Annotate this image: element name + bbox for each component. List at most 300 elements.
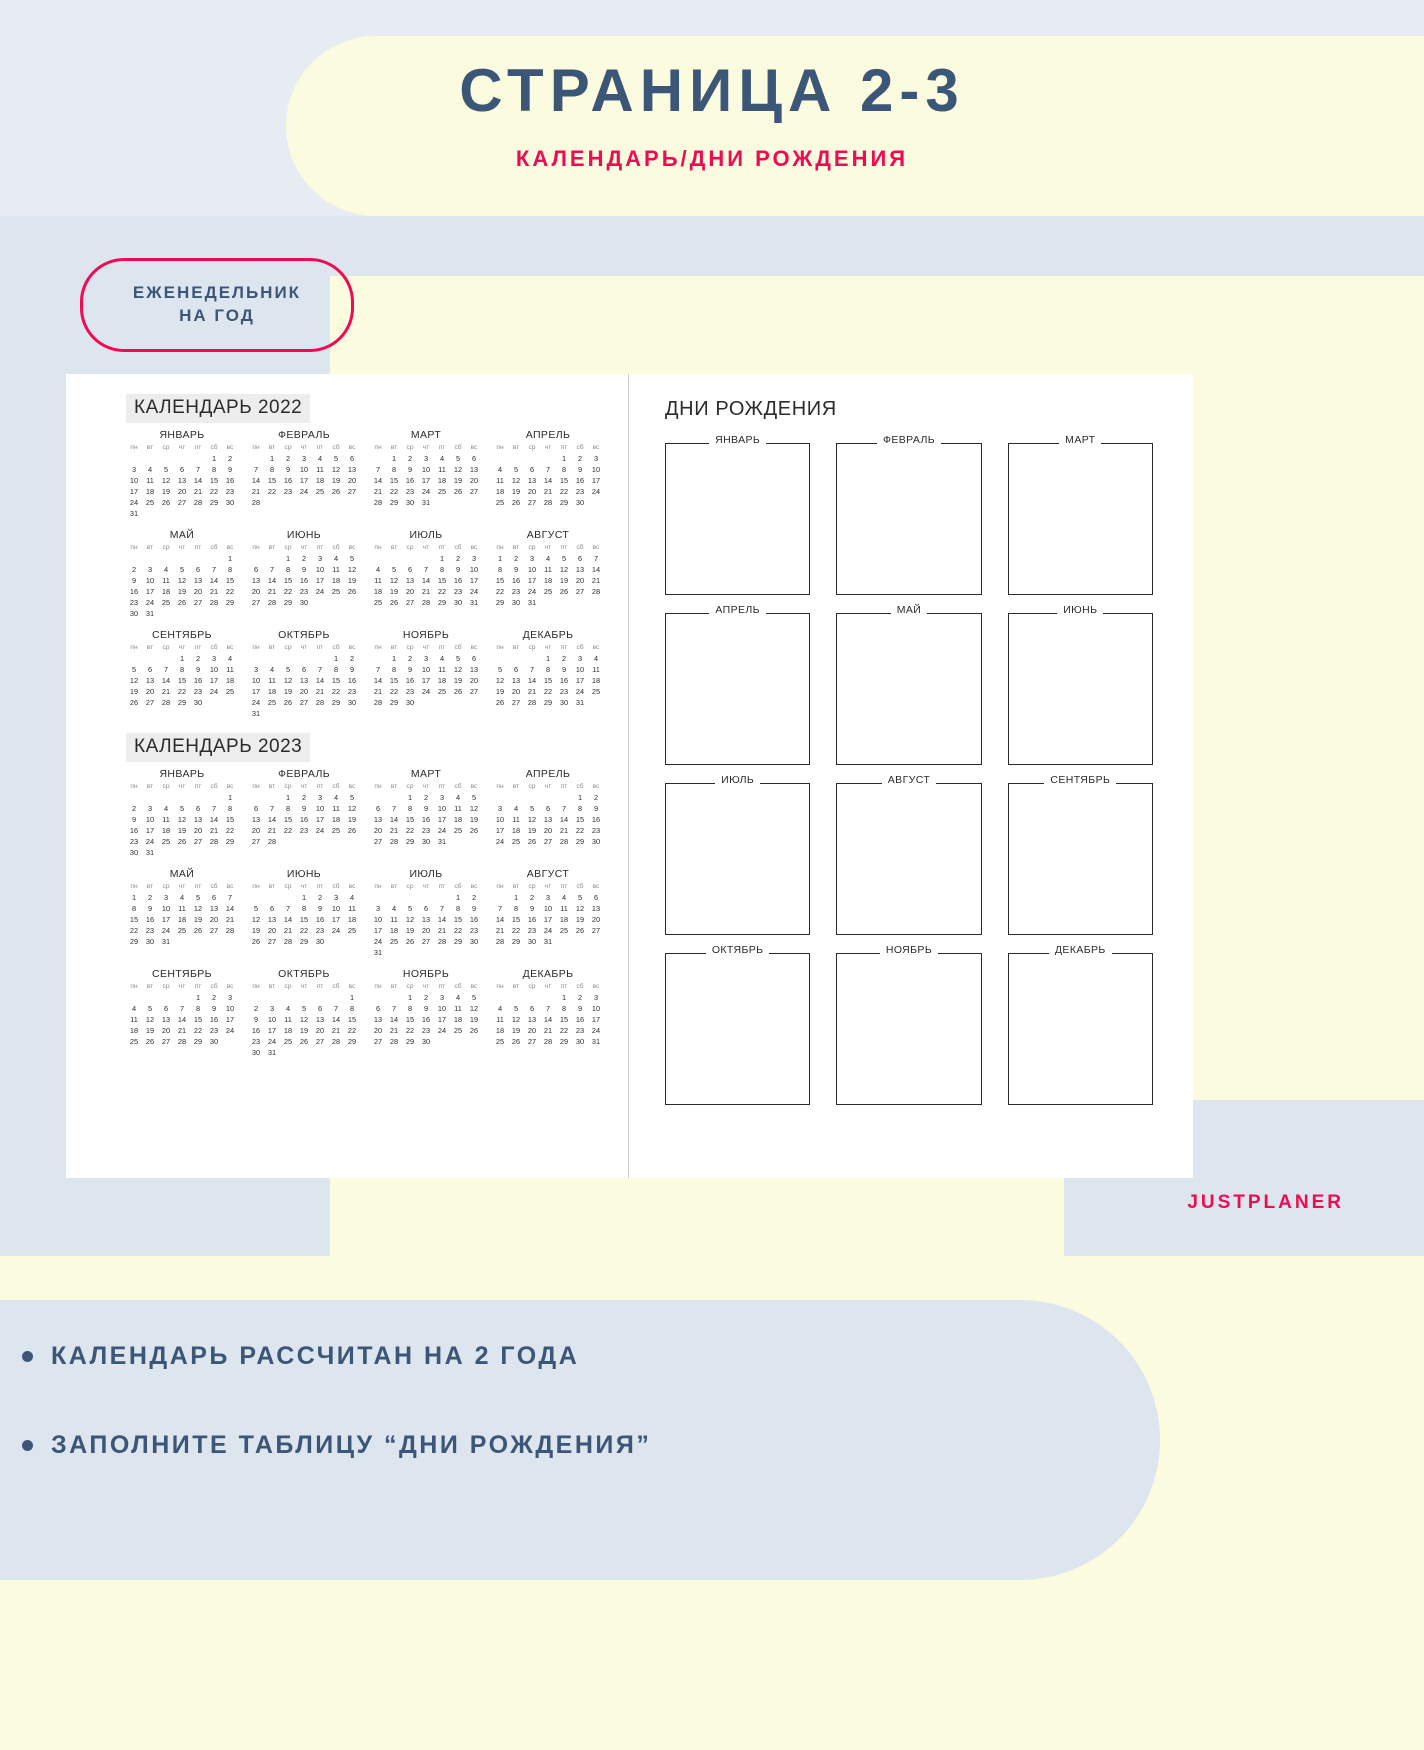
birthday-month-cell: [665, 774, 810, 935]
week-row: [126, 564, 238, 575]
birthday-month-cell: [1008, 434, 1153, 595]
day-cell: 6: [269, 904, 275, 913]
day-cell: 28: [543, 498, 553, 507]
day-cell: 21: [543, 1026, 553, 1035]
weekday-label: пт: [194, 883, 202, 890]
day-cell: 25: [389, 937, 399, 946]
day-cell: 24: [299, 487, 309, 496]
week-row: [370, 892, 482, 903]
day-cell: 22: [129, 926, 139, 935]
day-cell: 9: [301, 565, 307, 574]
day-cell: 12: [347, 565, 357, 574]
day-cell: 8: [391, 665, 397, 674]
day-cell: 9: [423, 1004, 429, 1013]
day-cell: 1: [561, 454, 567, 463]
day-cell: [540, 992, 556, 1003]
day-cell: 11: [438, 465, 446, 474]
day-cell: 5: [285, 665, 291, 674]
day-cell: 16: [421, 1015, 431, 1024]
day-cell: [296, 497, 312, 508]
day-cell: 17: [145, 587, 155, 596]
weekday-label: пт: [438, 644, 446, 651]
day-cell: 21: [315, 687, 325, 696]
day-cell: 19: [405, 926, 415, 935]
day-cell: 6: [253, 804, 259, 813]
weekday-header: [370, 883, 482, 890]
day-cell: 31: [591, 1037, 601, 1046]
birthday-write-area[interactable]: [665, 613, 810, 765]
day-cell: 13: [421, 915, 431, 924]
list-item: [22, 1342, 651, 1371]
day-cell: 20: [193, 587, 203, 596]
birthdays-grid: [659, 434, 1153, 1105]
weekday-label: чт: [422, 883, 430, 890]
week-row: [248, 575, 360, 586]
birthday-write-area[interactable]: [1008, 443, 1153, 595]
day-cell: [492, 453, 508, 464]
weekday-label: вт: [390, 544, 398, 551]
day-cell: [142, 508, 158, 519]
day-cell: [450, 1036, 466, 1047]
day-cell: [206, 608, 222, 619]
week-row: [370, 597, 482, 608]
weekday-label: чт: [544, 883, 552, 890]
day-cell: 4: [163, 565, 169, 574]
weekday-label: вт: [268, 983, 276, 990]
day-cell: 10: [145, 576, 155, 585]
month-name: ЯНВАРЬ: [159, 429, 205, 441]
day-cell: 11: [390, 915, 398, 924]
day-cell: 1: [439, 554, 445, 563]
day-cell: 1: [301, 893, 307, 902]
weekday-label: сб: [454, 783, 462, 790]
day-cell: [492, 792, 508, 803]
day-cell: 25: [437, 687, 447, 696]
day-cell: 3: [423, 654, 429, 663]
day-cell: 4: [455, 793, 461, 802]
day-cell: 17: [543, 915, 553, 924]
day-cell: 5: [163, 465, 169, 474]
week-row: [370, 1014, 482, 1025]
day-cell: 21: [373, 487, 383, 496]
weekday-label: вс: [470, 544, 478, 551]
day-cell: 1: [195, 993, 201, 1002]
day-cell: 14: [527, 676, 537, 685]
week-row: [248, 697, 360, 708]
day-cell: 10: [575, 665, 585, 674]
day-cell: 17: [495, 826, 505, 835]
day-cell: 10: [267, 1015, 277, 1024]
day-cell: 9: [131, 576, 137, 585]
day-cell: 10: [591, 465, 601, 474]
birthday-write-area[interactable]: [836, 613, 981, 765]
day-cell: 4: [179, 893, 185, 902]
day-cell: [158, 508, 174, 519]
calendar-2023: [126, 733, 604, 1058]
day-cell: 12: [389, 576, 399, 585]
day-cell: 5: [333, 454, 339, 463]
day-cell: 23: [347, 687, 357, 696]
day-cell: 18: [347, 915, 357, 924]
week-row: [492, 1036, 604, 1047]
day-cell: 25: [495, 498, 505, 507]
week-row: [370, 586, 482, 597]
weekday-label: вс: [470, 783, 478, 790]
day-cell: [222, 1036, 238, 1047]
day-cell: 16: [283, 476, 293, 485]
day-cell: 25: [347, 926, 357, 935]
day-cell: 24: [373, 937, 383, 946]
weekday-header: [126, 444, 238, 451]
day-cell: [418, 697, 434, 708]
day-cell: [370, 792, 386, 803]
day-cell: 20: [527, 487, 537, 496]
day-cell: 25: [225, 687, 235, 696]
day-cell: [402, 553, 418, 564]
birthday-write-area[interactable]: [1008, 783, 1153, 935]
day-cell: 14: [177, 1015, 187, 1024]
day-cell: 4: [391, 904, 397, 913]
weekday-label: вт: [390, 783, 398, 790]
day-cell: 11: [438, 665, 446, 674]
day-cell: 20: [347, 476, 357, 485]
day-cell: 16: [405, 476, 415, 485]
day-cell: 9: [211, 1004, 217, 1013]
week-row: [126, 1036, 238, 1047]
day-cell: 4: [497, 465, 503, 474]
day-cell: [174, 608, 190, 619]
day-cell: 16: [145, 915, 155, 924]
day-cell: 12: [299, 1015, 309, 1024]
day-cell: 29: [177, 698, 187, 707]
day-cell: [450, 836, 466, 847]
day-cell: [222, 847, 238, 858]
day-cell: 17: [373, 926, 383, 935]
weekday-label: ср: [284, 444, 292, 451]
weekday-header: [248, 444, 360, 451]
day-cell: 28: [373, 498, 383, 507]
day-cell: [402, 892, 418, 903]
day-cell: 4: [349, 893, 355, 902]
weekday-label: пт: [560, 783, 568, 790]
week-row: [492, 464, 604, 475]
month-name: ИЮЛЬ: [409, 529, 443, 541]
day-cell: 2: [561, 654, 567, 663]
day-cell: 10: [315, 565, 325, 574]
weekday-label: пт: [316, 544, 324, 551]
weekday-header: [492, 883, 604, 890]
day-cell: 6: [211, 893, 217, 902]
day-cell: [158, 453, 174, 464]
day-cell: 6: [407, 565, 413, 574]
day-cell: [556, 936, 572, 947]
weekday-label: пт: [438, 544, 446, 551]
day-cell: 25: [331, 587, 341, 596]
weekday-header: [248, 883, 360, 890]
day-cell: 25: [283, 1037, 293, 1046]
day-cell: 14: [209, 815, 219, 824]
day-cell: 29: [389, 698, 399, 707]
weekday-header: [492, 444, 604, 451]
day-cell: 6: [529, 1004, 535, 1013]
day-cell: [264, 497, 280, 508]
day-cell: 18: [283, 1026, 293, 1035]
day-cell: 4: [545, 554, 551, 563]
day-cell: 28: [421, 598, 431, 607]
day-cell: [190, 453, 206, 464]
weekday-label: сб: [454, 544, 462, 551]
day-cell: 14: [559, 815, 569, 824]
day-cell: 28: [527, 698, 537, 707]
weekday-label: сб: [332, 983, 340, 990]
day-cell: 1: [349, 993, 355, 1002]
birthday-write-area[interactable]: [836, 953, 981, 1105]
day-cell: 24: [145, 837, 155, 846]
day-cell: 9: [455, 565, 461, 574]
day-cell: 18: [495, 487, 505, 496]
week-row: [126, 508, 238, 519]
weekday-label: вс: [348, 544, 356, 551]
weekday-label: пн: [374, 544, 382, 551]
day-cell: [418, 947, 434, 958]
birthday-write-area[interactable]: [836, 443, 981, 595]
day-cell: 20: [373, 826, 383, 835]
day-cell: 8: [545, 665, 551, 674]
week-row: [370, 697, 482, 708]
birthday-write-area[interactable]: [665, 783, 810, 935]
day-cell: 3: [439, 793, 445, 802]
birthday-write-area[interactable]: [665, 443, 810, 595]
day-cell: 23: [559, 687, 569, 696]
day-cell: 26: [469, 1026, 479, 1035]
weekday-label: вс: [470, 983, 478, 990]
day-cell: 26: [177, 837, 187, 846]
week-row: [492, 553, 604, 564]
day-cell: 11: [146, 476, 154, 485]
day-cell: 26: [161, 498, 171, 507]
day-cell: 20: [421, 926, 431, 935]
month-block: [370, 629, 482, 719]
day-cell: 6: [179, 465, 185, 474]
day-cell: 22: [495, 587, 505, 596]
day-cell: 12: [511, 1015, 521, 1024]
weekday-label: ср: [406, 983, 414, 990]
day-cell: 30: [129, 609, 139, 618]
day-cell: 28: [591, 587, 601, 596]
weekday-header: [370, 544, 482, 551]
week-row: [492, 575, 604, 586]
day-cell: [540, 792, 556, 803]
calendar-2022: [126, 394, 604, 719]
weekday-label: ср: [406, 544, 414, 551]
day-cell: 26: [193, 926, 203, 935]
weekday-label: вс: [226, 544, 234, 551]
day-cell: 21: [495, 926, 505, 935]
day-cell: 7: [391, 1004, 397, 1013]
day-cell: 4: [317, 454, 323, 463]
day-cell: 29: [511, 937, 521, 946]
day-cell: 10: [299, 465, 309, 474]
day-cell: 22: [405, 826, 415, 835]
day-cell: 17: [251, 687, 261, 696]
day-cell: 6: [195, 565, 201, 574]
day-cell: [158, 792, 174, 803]
day-cell: [222, 508, 238, 519]
day-cell: [158, 653, 174, 664]
birthday-write-area[interactable]: [836, 783, 981, 935]
day-cell: 4: [513, 804, 519, 813]
background-shape-bottom-strip: [0, 1580, 1424, 1750]
birthday-write-area[interactable]: [1008, 613, 1153, 765]
day-cell: 13: [267, 915, 277, 924]
weekday-label: пт: [438, 783, 446, 790]
day-cell: 10: [437, 1004, 447, 1013]
day-cell: 1: [285, 793, 291, 802]
weekday-label: чт: [300, 883, 308, 890]
month-block: [370, 529, 482, 619]
day-cell: 31: [267, 1048, 277, 1057]
day-cell: 29: [331, 698, 341, 707]
day-cell: 23: [511, 587, 521, 596]
day-cell: 7: [163, 665, 169, 674]
day-cell: [312, 708, 328, 719]
weekday-label: чт: [300, 783, 308, 790]
day-cell: 22: [543, 687, 553, 696]
day-cell: 14: [315, 676, 325, 685]
day-cell: 16: [209, 1015, 219, 1024]
day-cell: [370, 653, 386, 664]
day-cell: [328, 1047, 344, 1058]
day-cell: [142, 653, 158, 664]
day-cell: 9: [285, 465, 291, 474]
day-cell: 9: [561, 665, 567, 674]
day-cell: 24: [527, 587, 537, 596]
day-cell: [588, 597, 604, 608]
page-birthdays: [629, 374, 1193, 1178]
day-cell: 1: [227, 554, 233, 563]
day-cell: 23: [421, 1026, 431, 1035]
day-cell: 18: [437, 676, 447, 685]
day-cell: 26: [177, 598, 187, 607]
birthday-month-cell: [836, 774, 981, 935]
day-cell: 10: [421, 665, 431, 674]
day-cell: 9: [317, 904, 323, 913]
day-cell: 12: [193, 904, 203, 913]
day-cell: 31: [145, 609, 155, 618]
birthday-write-area[interactable]: [665, 953, 810, 1105]
day-cell: 29: [543, 698, 553, 707]
weekday-label: сб: [332, 783, 340, 790]
day-cell: 23: [299, 826, 309, 835]
birthday-write-area[interactable]: [1008, 953, 1153, 1105]
day-cell: 30: [405, 498, 415, 507]
weekday-label: пн: [374, 783, 382, 790]
weekday-label: пт: [438, 444, 446, 451]
month-block: [492, 968, 604, 1058]
day-cell: 30: [591, 837, 601, 846]
day-cell: 3: [211, 654, 217, 663]
day-cell: 26: [405, 937, 415, 946]
day-cell: 19: [177, 826, 187, 835]
day-cell: 24: [469, 587, 479, 596]
page-calendar: [66, 374, 629, 1178]
week-row: [126, 664, 238, 675]
day-cell: 25: [373, 598, 383, 607]
day-cell: 16: [129, 826, 139, 835]
day-cell: 27: [193, 598, 203, 607]
day-cell: 12: [469, 1004, 479, 1013]
month-name: МАЙ: [169, 868, 195, 880]
day-cell: 20: [469, 476, 479, 485]
day-cell: 1: [131, 893, 137, 902]
day-cell: 20: [575, 576, 585, 585]
month-name: ОКТЯБРЬ: [278, 968, 330, 980]
weekday-label: сб: [576, 883, 584, 890]
day-cell: 15: [331, 676, 341, 685]
day-cell: 26: [511, 1037, 521, 1046]
day-cell: [264, 553, 280, 564]
day-cell: 30: [347, 698, 357, 707]
day-cell: 6: [545, 804, 551, 813]
day-cell: 31: [161, 937, 171, 946]
day-cell: [450, 947, 466, 958]
week-row: [126, 914, 238, 925]
day-cell: [280, 1047, 296, 1058]
day-cell: 1: [455, 893, 461, 902]
day-cell: 3: [497, 804, 503, 813]
day-cell: 10: [251, 676, 261, 685]
day-cell: 27: [421, 937, 431, 946]
day-cell: 25: [161, 598, 171, 607]
day-cell: 4: [131, 1004, 137, 1013]
day-cell: 18: [145, 487, 155, 496]
day-cell: 28: [559, 837, 569, 846]
day-cell: 5: [455, 654, 461, 663]
day-cell: [264, 892, 280, 903]
day-cell: 12: [177, 815, 187, 824]
day-cell: [206, 936, 222, 947]
week-row: [370, 653, 482, 664]
day-cell: 14: [543, 476, 553, 485]
weekday-label: сб: [210, 983, 218, 990]
weekday-label: вт: [512, 883, 520, 890]
day-cell: 31: [251, 709, 261, 718]
week-row: [248, 553, 360, 564]
day-cell: [572, 597, 588, 608]
day-cell: 4: [163, 804, 169, 813]
day-cell: 28: [177, 1037, 187, 1046]
day-cell: 11: [348, 904, 356, 913]
weekday-label: вс: [592, 783, 600, 790]
day-cell: 10: [145, 815, 155, 824]
day-cell: 21: [209, 587, 219, 596]
month-block: [248, 868, 360, 958]
day-cell: 12: [161, 476, 171, 485]
weekday-label: пн: [374, 883, 382, 890]
day-cell: 24: [421, 687, 431, 696]
day-cell: 17: [161, 915, 171, 924]
day-cell: 11: [178, 904, 186, 913]
day-cell: 15: [267, 476, 277, 485]
week-row: [126, 925, 238, 936]
day-cell: 26: [453, 687, 463, 696]
day-cell: 6: [147, 665, 153, 674]
day-cell: 24: [267, 1037, 277, 1046]
day-cell: 5: [253, 904, 259, 913]
day-cell: 1: [285, 554, 291, 563]
weekday-label: сб: [332, 883, 340, 890]
day-cell: [312, 992, 328, 1003]
